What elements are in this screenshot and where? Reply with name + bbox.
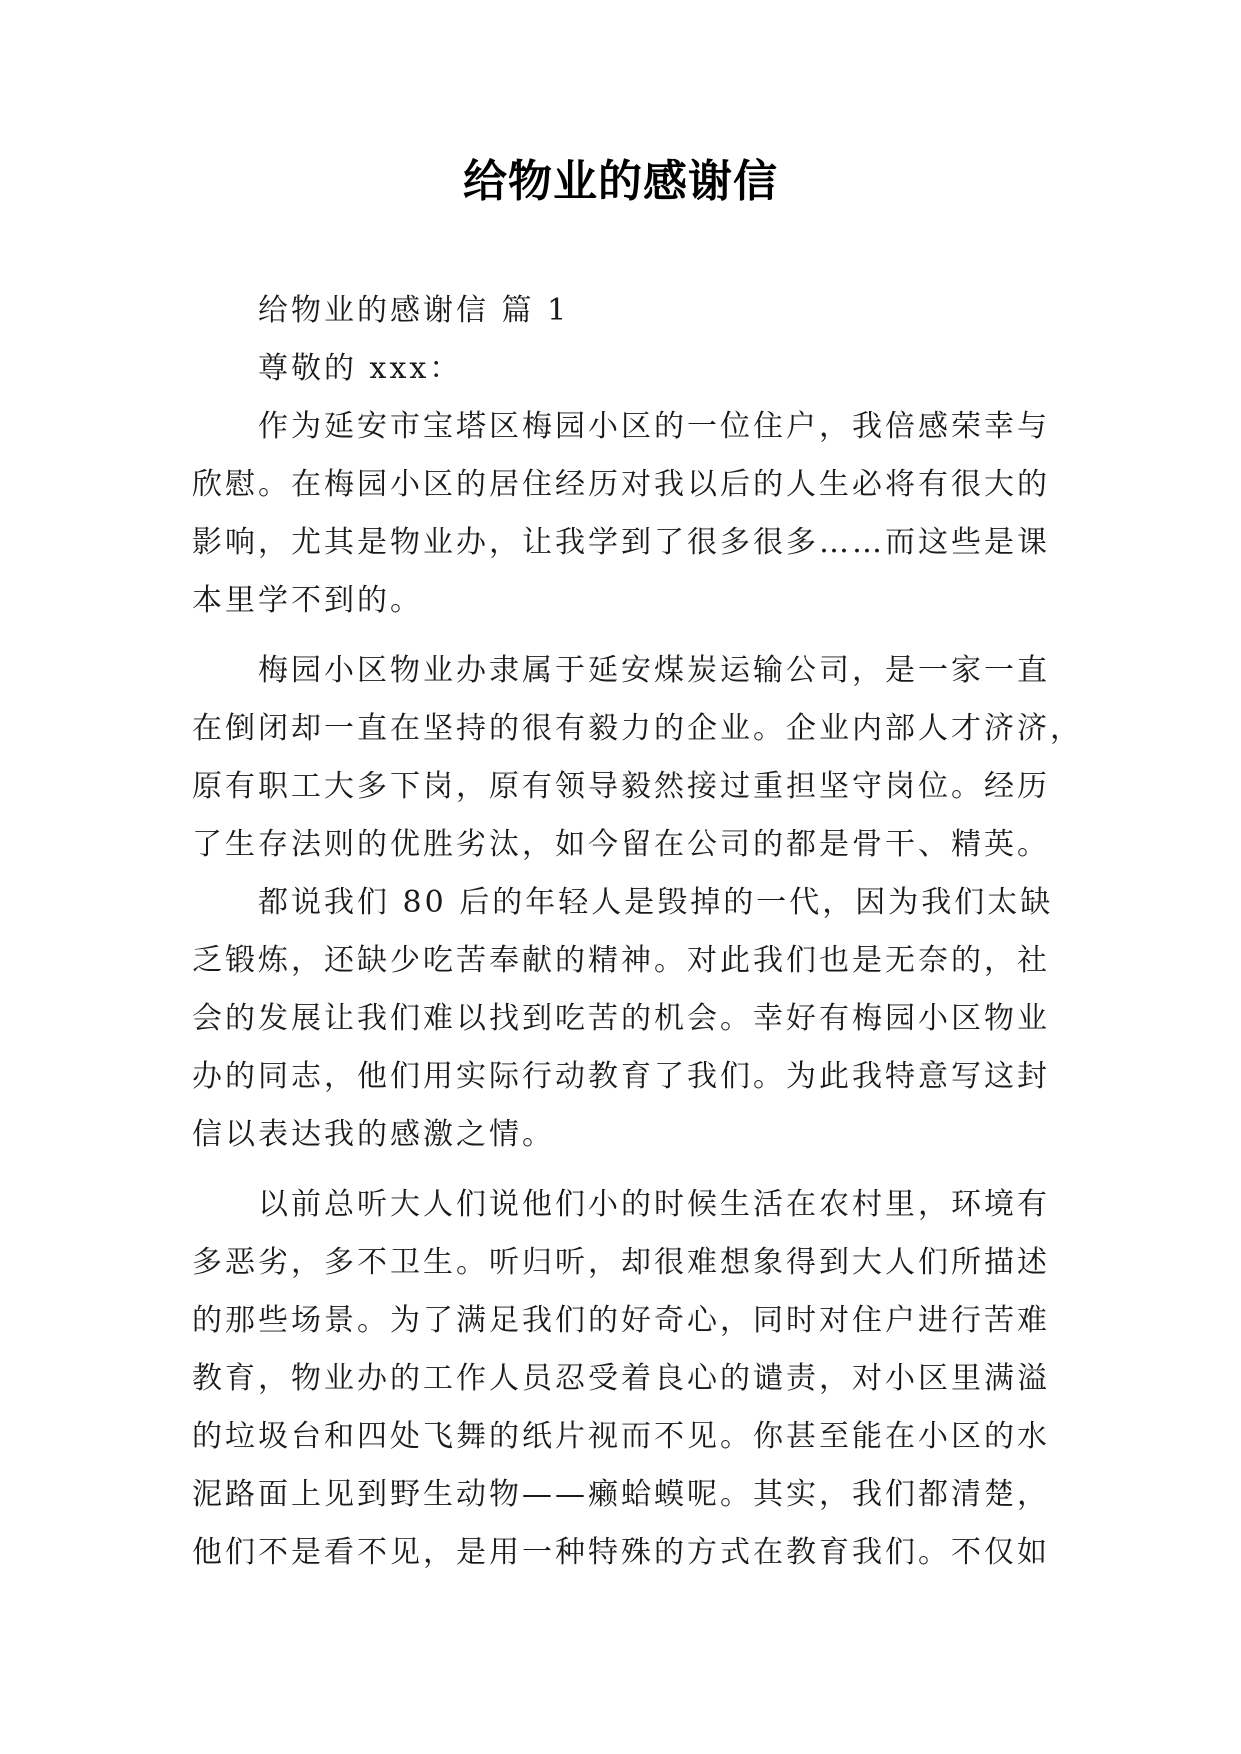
paragraph-line: 原有职工大多下岗，原有领导毅然接过重担坚守岗位。经历 — [192, 769, 1050, 804]
paragraph-line: 在倒闭却一直在坚持的很有毅力的企业。企业内部人才济济， — [192, 711, 1083, 746]
paragraph-line: 本里学不到的。 — [192, 583, 423, 618]
paragraph-4 — [192, 1176, 1054, 1582]
document-subtitle: 给物业的感谢信 篇 1 — [258, 293, 570, 328]
paragraph-line: 信以表达我的感激之情。 — [192, 1117, 555, 1152]
paragraph-2 — [192, 642, 1083, 874]
paragraph-1 — [192, 398, 1054, 630]
paragraph-line: 的那些场景。为了满足我们的好奇心，同时对住户进行苦难 — [192, 1303, 1050, 1338]
paragraph-line: 影响，尤其是物业办，让我学到了很多很多……而这些是课 — [192, 525, 1050, 560]
paragraph-line: 以前总听大人们说他们小的时候生活在农村里，环境有 — [258, 1187, 1050, 1222]
paragraph-line: 他们不是看不见，是用一种特殊的方式在教育我们。不仅如 — [192, 1535, 1050, 1570]
paragraph-line: 梅园小区物业办隶属于延安煤炭运输公司，是一家一直 — [258, 653, 1050, 688]
paragraph-line: 泥路面上见到野生动物——癞蛤蟆呢。其实，我们都清楚， — [192, 1477, 1050, 1512]
paragraph-line: 都说我们 80 后的年轻人是毁掉的一代，因为我们太缺 — [258, 885, 1054, 920]
paragraph-line: 多恶劣，多不卫生。听归听，却很难想象得到大人们所描述 — [192, 1245, 1050, 1280]
document-title: 给物业的感谢信 — [463, 156, 778, 207]
paragraph-line: 的垃圾台和四处飞舞的纸片视而不见。你甚至能在小区的水 — [192, 1419, 1050, 1454]
salutation: 尊敬的 xxx： — [258, 351, 463, 386]
document-body — [192, 282, 1083, 1582]
paragraph-line: 了生存法则的优胜劣汰，如今留在公司的都是骨干、精英。 — [192, 827, 1050, 862]
paragraph-line: 作为延安市宝塔区梅园小区的一位住户，我倍感荣幸与 — [258, 409, 1050, 444]
paragraph-line: 乏锻炼，还缺少吃苦奉献的精神。对此我们也是无奈的，社 — [192, 943, 1050, 978]
paragraph-line: 会的发展让我们难以找到吃苦的机会。幸好有梅园小区物业 — [192, 1001, 1050, 1036]
paragraph-3 — [192, 874, 1054, 1164]
paragraph-line: 办的同志，他们用实际行动教育了我们。为此我特意写这封 — [192, 1059, 1050, 1094]
paragraph-line: 教育，物业办的工作人员忍受着良心的谴责，对小区里满溢 — [192, 1361, 1050, 1396]
paragraph-line: 欣慰。在梅园小区的居住经历对我以后的人生必将有很大的 — [192, 467, 1050, 502]
